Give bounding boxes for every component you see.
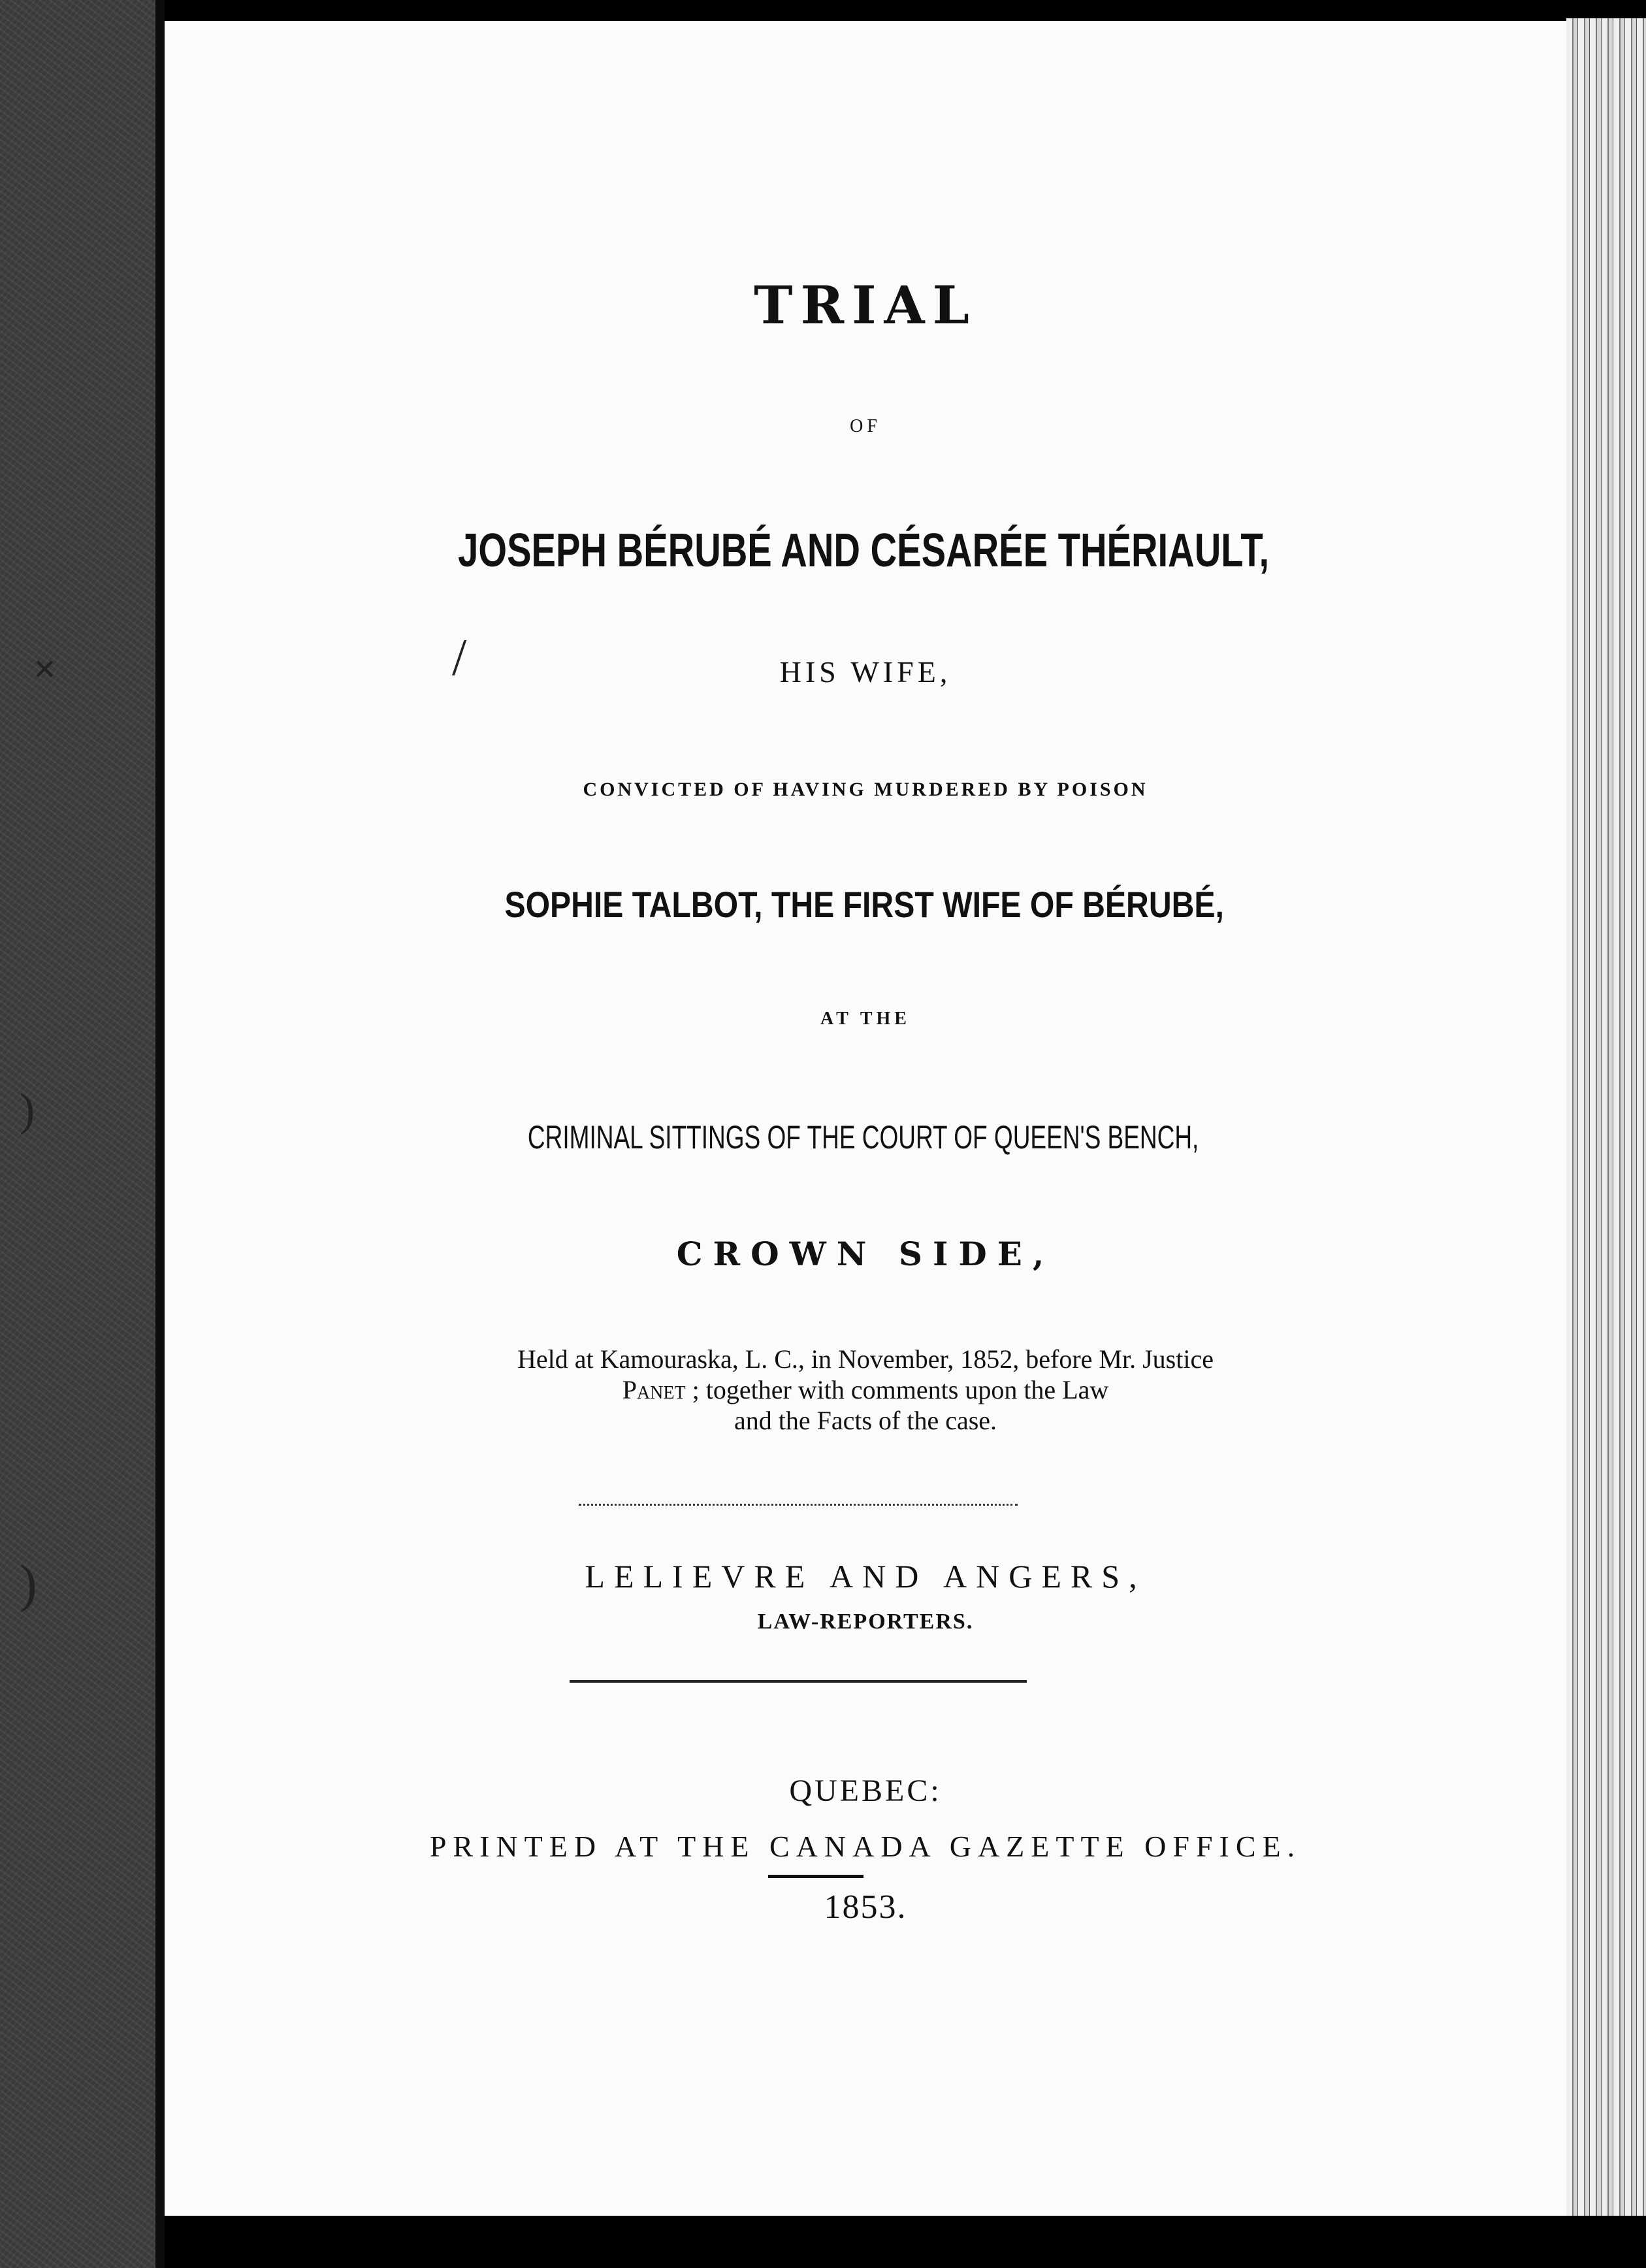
court-line: CRIMINAL SITTINGS OF THE COURT OF QUEEN'S BENCH, xyxy=(527,1119,1199,1156)
description-paragraph xyxy=(165,1344,1566,1436)
description-line-2 xyxy=(165,1374,1566,1405)
page-edges xyxy=(1566,18,1646,2220)
reporters-role-line: LAW-REPORTERS. xyxy=(757,1610,974,1634)
title-page xyxy=(165,21,1566,2216)
description-line-2-rest: ; together with comments upon the Law xyxy=(685,1375,1109,1404)
relation-line: HIS WIFE, xyxy=(779,655,952,688)
victim-line: SOPHIE TALBOT, THE FIRST WIFE OF BÉRUBÉ, xyxy=(504,884,1224,925)
spine-edge xyxy=(155,0,165,2268)
crown-side-line: CROWN SIDE, xyxy=(676,1235,1055,1273)
description-line-1: Held at Kamouraska, L. C., in November, 1852, before Mr. Justice xyxy=(517,1344,1214,1374)
of-line: OF xyxy=(850,416,881,436)
defendants-line: JOSEPH BÉRUBÉ AND CÉSARÉE THÉRIAULT, xyxy=(458,525,1270,577)
solid-rule xyxy=(570,1680,1027,1683)
year-line: 1853. xyxy=(824,1888,907,1926)
margin-mark: ) xyxy=(20,1555,37,1613)
reporters-line: LELIEVRE AND ANGERS, xyxy=(585,1558,1146,1595)
at-the-line: AT THE xyxy=(820,1009,911,1029)
printer-line: PRINTED AT THE CANADA GAZETTE OFFICE. xyxy=(429,1830,1302,1863)
place-line: QUEBEC: xyxy=(789,1774,942,1808)
charge-line: CONVICTED OF HAVING MURDERED BY POISON xyxy=(583,779,1148,800)
dotted-rule xyxy=(579,1504,1018,1506)
description-line-3: and the Facts of the case. xyxy=(734,1406,997,1435)
margin-mark: ) xyxy=(20,1085,35,1135)
justice-name: Panet xyxy=(622,1375,686,1404)
stray-mark: / xyxy=(452,629,467,687)
bottom-shadow xyxy=(165,2216,1646,2268)
page-title: TRIAL xyxy=(754,274,977,336)
margin-mark: ✕ xyxy=(33,654,57,686)
short-rule xyxy=(768,1875,863,1878)
